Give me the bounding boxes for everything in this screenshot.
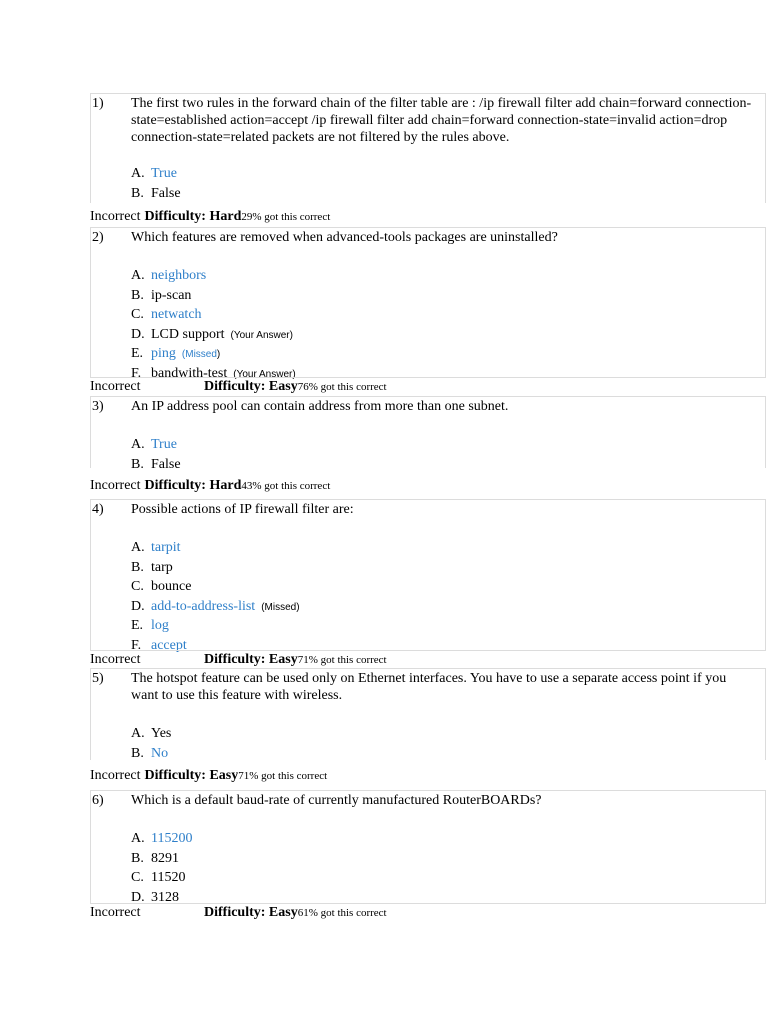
question-number: 1) [92, 96, 104, 111]
result-line [90, 904, 766, 922]
option-text: accept [151, 637, 187, 653]
difficulty-label: Difficulty: Easy [204, 905, 298, 920]
result-line [90, 650, 766, 668]
status-label: Incorrect [90, 379, 141, 394]
missed-tag: (Missed) [181, 349, 221, 360]
option-text: 115200 [151, 831, 193, 846]
option-text: 8291 [151, 850, 179, 866]
question-number: 4) [92, 502, 104, 517]
option: C. netwatch [131, 307, 202, 322]
option-text: No [151, 745, 169, 761]
result-line [90, 377, 766, 396]
option-text: LCD support [151, 326, 225, 342]
option-text: True [151, 166, 177, 181]
percent-correct: 76% got this correct [297, 381, 387, 393]
percent-correct: 29% got this correct [241, 211, 331, 223]
option-text: bounce [151, 579, 192, 594]
question-number: 6) [92, 793, 104, 808]
difficulty-label: Difficulty: Easy [144, 768, 239, 783]
option-text: 11520 [151, 870, 186, 885]
option: C. 11520 [131, 870, 186, 885]
option: A. True [131, 166, 177, 181]
option: B. 8291 [131, 850, 179, 866]
option: E. ping (Missed) [131, 346, 221, 361]
question-3 [90, 396, 766, 472]
question-text: The hotspot feature can be used only on Ethernet interfaces. You have to use a separate access point if you want to use this feature with wireless. [131, 671, 727, 703]
question-text: Which features are removed when advanced-tools packages are uninstalled? [131, 230, 558, 245]
option-text: ip-scan [151, 287, 192, 303]
question-number: 2) [92, 230, 104, 245]
question-text: An IP address pool can contain address from more than one subnet. [131, 399, 509, 414]
percent-correct: 71% got this correct [238, 770, 328, 782]
question-text: The first two rules in the forward chain of the filter table are : /ip firewall filter add chain=forward connection-state=established action=accept /ip firewall filter add chain=forward connection-state=invalid action=drop connection-state=related packets are not filtered by the rules above. [131, 96, 752, 145]
option: D. add-to-address-list (Missed) [131, 598, 300, 614]
status-label: Incorrect [90, 209, 141, 224]
difficulty-label: Difficulty: Hard [144, 209, 242, 224]
option-text: False [151, 456, 181, 472]
option-text: bandwith-test [151, 365, 228, 381]
options-list [131, 266, 765, 383]
option: F. bandwith-test (Your Answer) [131, 365, 296, 381]
option: E. log [131, 618, 169, 633]
result-line [90, 207, 766, 227]
status-label: Incorrect [90, 478, 141, 493]
option-text: tarpit [151, 540, 181, 555]
difficulty-label: Difficulty: Hard [144, 478, 242, 493]
answer-tag: (Your Answer) [233, 368, 296, 380]
option: C. bounce [131, 579, 192, 594]
question-4 [90, 499, 766, 651]
status-label: Incorrect [90, 652, 141, 667]
question-text: Which is a default baud-rate of currently manufactured RouterBOARDs? [131, 793, 542, 808]
question-number: 3) [92, 399, 104, 414]
option: A. True [131, 437, 177, 452]
question-number: 5) [92, 671, 104, 686]
missed-tag: (Missed) [261, 601, 300, 613]
option-text: True [151, 437, 177, 452]
option-text: neighbors [151, 268, 207, 283]
option-text: tarp [151, 559, 173, 575]
option: A. Yes [131, 726, 172, 741]
question-5 [90, 668, 766, 760]
status-label: Incorrect [90, 905, 141, 920]
option: B. False [131, 185, 181, 201]
option: D. LCD support (Your Answer) [131, 326, 293, 342]
status-label: Incorrect [90, 768, 141, 783]
option: B. ip-scan [131, 287, 192, 303]
difficulty-label: Difficulty: Easy [204, 379, 298, 394]
option: B. False [131, 456, 181, 472]
result-line [90, 766, 766, 786]
option-text: netwatch [151, 307, 202, 322]
option-text: add-to-address-list [151, 598, 256, 614]
option-text: log [151, 618, 169, 633]
option-text: 3128 [151, 889, 179, 905]
question-text: Possible actions of IP firewall filter are: [131, 502, 354, 517]
percent-correct: 61% got this correct [297, 907, 387, 919]
option: A. 115200 [131, 831, 193, 846]
question-1 [90, 93, 766, 203]
options-list [131, 724, 765, 763]
options-list [131, 164, 765, 203]
question-2 [90, 227, 766, 381]
options-list [131, 538, 765, 655]
percent-correct: 71% got this correct [297, 654, 387, 666]
option-text: False [151, 185, 181, 201]
quiz-results [90, 93, 766, 922]
percent-correct: 43% got this correct [241, 480, 331, 492]
question-6 [90, 790, 766, 904]
result-line [90, 476, 766, 496]
option: B. tarp [131, 559, 173, 575]
answer-tag: (Your Answer) [230, 329, 293, 341]
option: B. No [131, 745, 169, 761]
option: F. accept [131, 637, 187, 653]
option-text: ping [151, 346, 176, 361]
option: A. tarpit [131, 540, 181, 555]
difficulty-label: Difficulty: Easy [204, 652, 298, 667]
options-list [131, 829, 765, 907]
option: A. neighbors [131, 268, 207, 283]
option-text: Yes [151, 726, 172, 741]
options-list [131, 435, 765, 474]
option: D. 3128 [131, 889, 179, 905]
